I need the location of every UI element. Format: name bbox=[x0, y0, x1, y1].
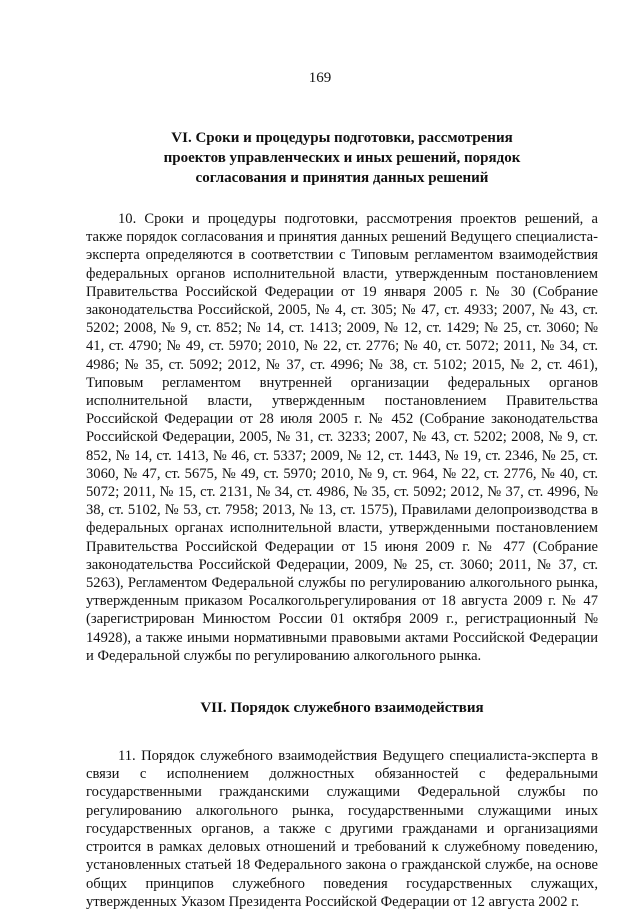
section-7-heading: VII. Порядок служебного взаимодействия bbox=[200, 700, 484, 717]
section-6-heading-line: VI. Сроки и процедуры подготовки, рассмотрения bbox=[171, 130, 513, 146]
section-6-heading bbox=[86, 128, 598, 188]
spacer bbox=[86, 188, 598, 210]
document-content bbox=[86, 128, 598, 911]
paragraph-11: 11. Порядок служебного взаимодействия Ведущего специалиста-эксперта в связи с исполнением должностных обязанностей с федеральными государственными гражданскими служащими Федеральной службы по регулированию алкогольного рынка, государственными служащими иных государственных органов, а также с другими гражданами и организациями строится в рамках деловых отношений и требований к служебному поведению, установленных статьей 18 Федерального закона о гражданской службе, на основе общих принципов служебного поведения государственных служащих, утвержденных Указом Президента Российской Федерации от 12 августа 2002 г. bbox=[86, 748, 598, 910]
section-6-heading-line: проектов управленческих и иных решений, порядок bbox=[163, 150, 521, 166]
page-number: 169 bbox=[308, 70, 332, 86]
section-6-heading-line: согласования и принятия данных решений bbox=[195, 170, 489, 186]
paragraph-10: 10. Сроки и процедуры подготовки, рассмотрения проектов решений, а также порядок согласования и принятия данных решений Ведущего специалиста-эксперта определяются в соответствии с Типовым регламентом взаимодействия федеральных органов исполнительной власти, утвержденным постановлением Правительства Российской Федерации от 19 января 2005 г. № 30 (Собрание законодательства Российской, 2005, № 4, ст. 305; № 47, ст. 4933; 2007, № 43, ст. 5202; 2008, № 9, ст. 852; № 14, ст. 1413; 2009, № 12, ст. 1429; № 25, ст. 3060; № 41, ст. 4790; № 49, ст. 5970; 2010, № 22, ст. 2776; № 40, ст. 5072; 2011, № 34, ст. 4986; № 35, ст. 5092; 2012, № 37, ст. 4996; № 38, ст. 5102; 2015, № 2, ст. 461), Типовым регламентом внутренней организации федеральных органов исполнительной власти, утвержденным постановлением Правительства Российской Федерации от 28 июля 2005 г. № 452 (Собрание законодательства Российской Федерации, 2005, № 31, ст. 3233; 2007, № 43, ст. 5202; 2008, № 9, ст. 852, № 14, ст. 1413, № 46, ст. 5337; 2009, № 12, ст. 1443, № 19, ст. 2346, № 25, ст. 3060, № 47, ст. 5675, № 49, ст. 5970; 2010, № 9, ст. 964, № 22, ст. 2776, № 40, ст. 5072; 2011, № 15, ст. 2131, № 34, ст. 4986, № 35, ст. 5092; 2012, № 37, ст. 4996, № 38, ст. 5102, № 53, ст. 7958; 2013, № 13, ст. 1575), Правилами делопроизводства в федеральных органах исполнительной власти, утвержденными постановлением Правительства Российской Федерации от 15 июня 2009 г. № 477 (Собрание законодательства Российской Федерации, 2009, № 25, ст. 3060; 2011, № 37, ст. 5263), Регламентом Федеральной службы по регулированию алкогольного рынка, утвержденным приказом Росалкогольрегулирования от 18 августа 2009 г. № 47 (зарегистрирован Минюстом России 01 октября 2009 г., регистрационный № 14928), а также иными нормативными правовыми актами Российской Федерации и Федеральной службы по регулированию алкогольного рынка. bbox=[86, 211, 598, 664]
